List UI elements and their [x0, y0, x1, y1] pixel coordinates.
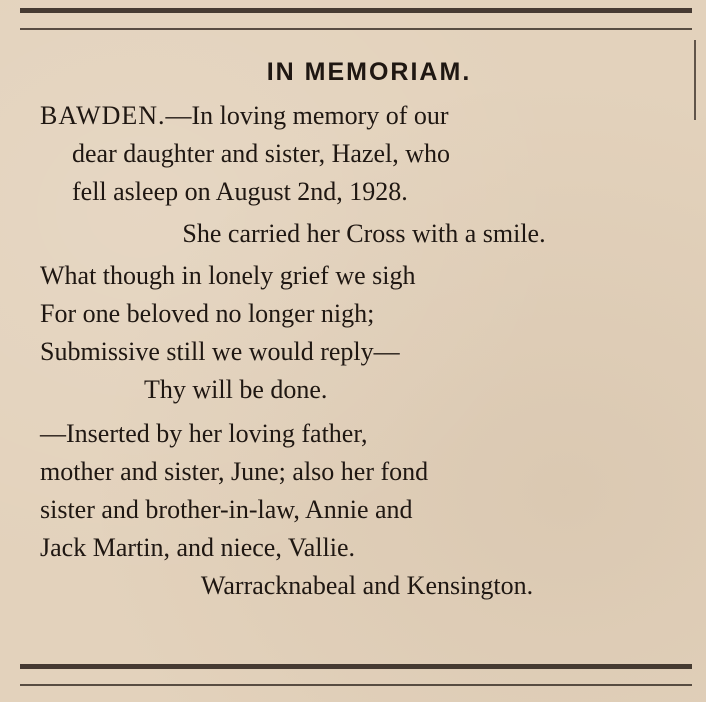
- inserted-line-4: Jack Martin, and niece, Vallie.: [40, 533, 356, 562]
- inserted-line-1: —Inserted by her loving father,: [40, 419, 368, 448]
- notice-paragraph: [40, 97, 688, 211]
- poem-line-3: Submissive still we would reply—: [40, 337, 400, 366]
- poem-line-2: For one beloved no longer nigh;: [40, 299, 375, 328]
- notice-surname: BAWDEN.: [40, 101, 166, 130]
- bottom-rule-thin: [20, 684, 692, 686]
- top-rule-thick: [20, 8, 692, 13]
- top-rule-thin: [20, 28, 692, 30]
- inserted-by-paragraph: [40, 415, 688, 567]
- inserted-line-2: mother and sister, June; also her fond: [40, 457, 429, 486]
- memoriam-notice: [40, 58, 688, 605]
- poem-verse: [40, 257, 688, 409]
- notice-heading: IN MEMORIAM.: [266, 58, 472, 86]
- column-edge-line: [694, 40, 696, 120]
- notice-place: Warracknabeal and Kensington.: [200, 571, 534, 600]
- notice-line-1: —In loving memory of our: [165, 101, 449, 130]
- notice-line-2: dear daughter and sister, Hazel, who: [72, 139, 450, 168]
- poem-line-1: What though in lonely grief we sigh: [40, 261, 416, 290]
- poem-line-4: Thy will be done.: [144, 375, 328, 404]
- notice-subhead: She carried her Cross with a smile.: [182, 219, 546, 248]
- inserted-line-3: sister and brother-in-law, Annie and: [40, 495, 413, 524]
- notice-line-3: fell asleep on August 2nd, 1928.: [72, 177, 408, 206]
- bottom-rule-thick: [20, 664, 692, 669]
